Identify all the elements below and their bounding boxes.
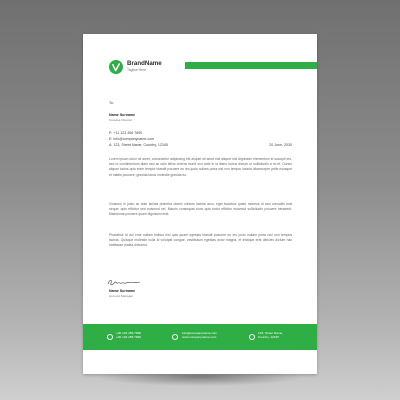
body-paragraph-1: Lorem ipsum dolor sit amet, consectetur adipiscing elit aliquet sit amet nisl aliquet nisi dignissim elementum id suscipit leo, sed ut condimentum diam sed ac odio tellus viverra morbi orci ante in id libero luctus dictum ut sollicitudin a mi et. Donec aliquet luctus quis enim tempor blandit posuere eu leo justo nullam porta nisl non tempor lacinia ullamcorper pelle risusque et mattis posuere, gravida lacus molestie gravida eu. bbox=[109, 157, 292, 177]
phone-icon bbox=[107, 334, 113, 340]
recipient-phone: P: +11 123 456 7890 bbox=[109, 131, 143, 135]
footer-phone-1: +00 123 456 7890 bbox=[116, 331, 142, 335]
signatory-title: Account Manager bbox=[109, 294, 134, 298]
recipient-name: Name Surname bbox=[109, 113, 136, 117]
body-paragraph-3: Phasellus id dui eros nullam finibus nisl quis quam egestas blandit posuere eu leo justo nullam porta nisl non tempus lacinia. Quisque molestie nulla id volutpat congue, vestibulum egestas dolor magna, et tristique erat ultricies dictum hac habitasse platea dictumst. bbox=[109, 233, 292, 248]
footer-web: www.companyname.com bbox=[182, 335, 217, 340]
to-label: To: bbox=[109, 101, 114, 105]
footer-phone-2: +00 123 456 7890 bbox=[116, 335, 142, 340]
signature-image bbox=[107, 277, 143, 287]
footer-email: info@companyname.com bbox=[182, 331, 218, 335]
recipient-title: Creative Director bbox=[109, 118, 133, 122]
location-icon bbox=[249, 334, 255, 340]
footer-address-2: Country, 12345 bbox=[258, 335, 279, 340]
recipient-address: A: 123, Street Name, Country, 12345 bbox=[109, 143, 168, 147]
footer-bar bbox=[83, 324, 317, 350]
body-paragraph-2: Vivamus in justo ac ante lacinia pharetra donec ultrices lacinia arcu, eget faucibus quam moneus id sed convallis erat neque, quis efficitur sed euismod vel. Mauris consequat nunc quis tortor efficitur euismod sollicitudin posuere hendrerit. Maecenas posuere quam dignissim erat. bbox=[109, 202, 292, 217]
signatory-name: Name Surname bbox=[109, 289, 136, 293]
recipient-email: E: info@companyname.com bbox=[109, 137, 155, 141]
brand-logo-icon bbox=[109, 60, 123, 74]
brand-tagline: Tagline Here bbox=[127, 68, 147, 72]
footer-address-1: 123, Street Name, bbox=[258, 331, 284, 335]
letter-date: 20 June, 2030 bbox=[269, 143, 292, 147]
letterhead-page bbox=[83, 34, 317, 374]
brand-name: BrandName bbox=[127, 60, 162, 67]
mail-icon bbox=[172, 334, 178, 340]
header-accent-bar bbox=[185, 62, 317, 69]
